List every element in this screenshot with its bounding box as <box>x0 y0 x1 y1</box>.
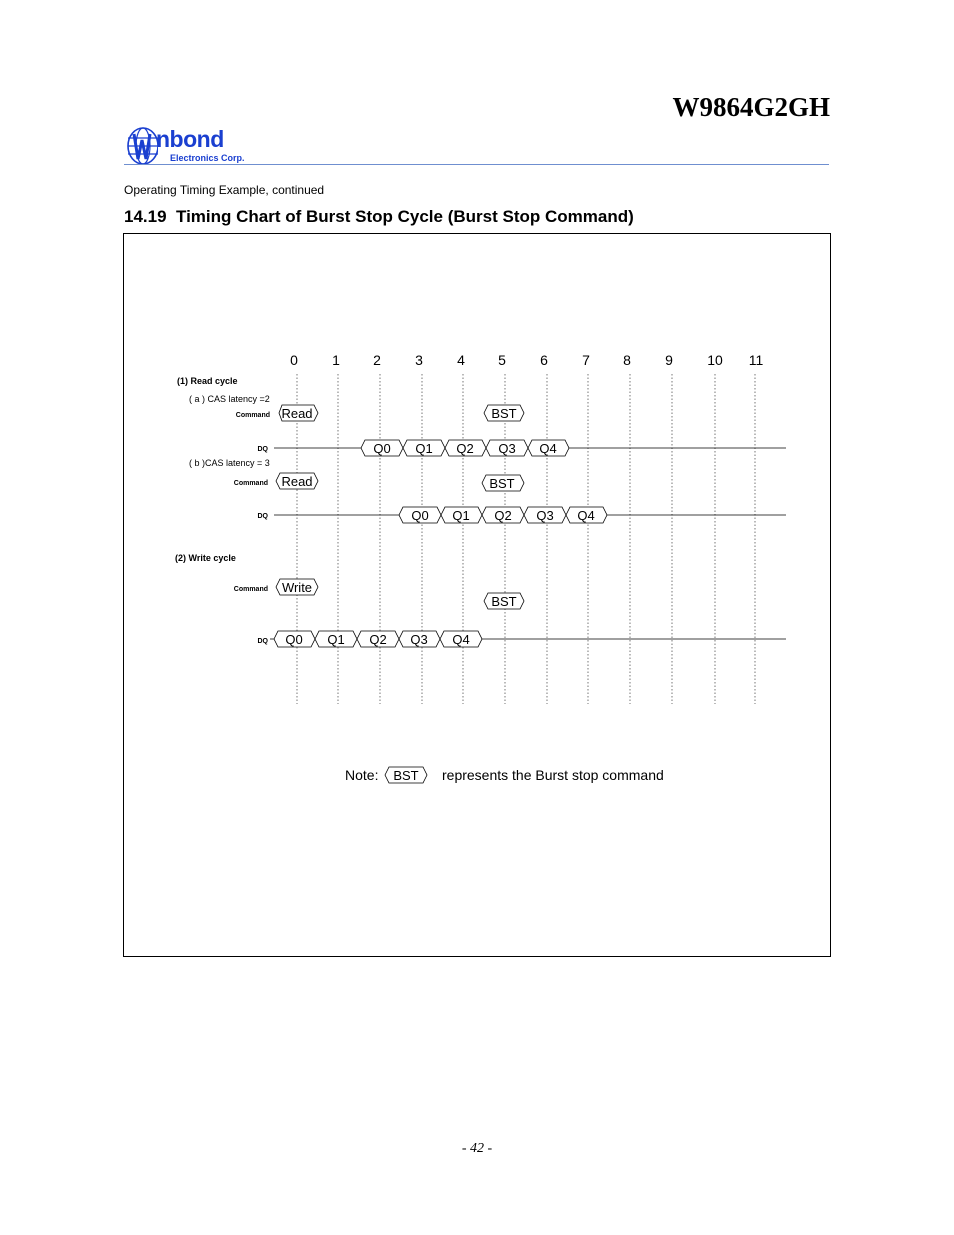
cas-latency-2-label: ( a ) CAS latency =2 <box>189 394 270 404</box>
clock-label: 3 <box>415 352 423 368</box>
dq-cell <box>528 440 569 456</box>
dq-cell <box>274 631 315 647</box>
globe-icon <box>126 126 158 166</box>
command-read-b <box>276 473 318 489</box>
read-command-label: Read <box>281 474 313 489</box>
dq-cell <box>566 507 607 523</box>
document-part-number: W9864G2GH <box>672 92 830 122</box>
dq-cell-label: Q1 <box>415 441 433 456</box>
dq-cell-label: Q0 <box>373 441 391 456</box>
clock-label: 1 <box>332 352 340 368</box>
dq-cell-label: Q3 <box>536 508 554 523</box>
dq-cell-label: Q4 <box>452 632 470 647</box>
dq-cell-label: Q4 <box>577 508 595 523</box>
dq-cell <box>482 507 524 523</box>
note-prefix: Note: <box>345 767 379 783</box>
dq-cell <box>403 440 445 456</box>
dq-waveform-a <box>274 440 786 456</box>
note <box>345 767 664 783</box>
header-rule <box>124 164 829 165</box>
command-row-label: Command <box>233 480 268 487</box>
logo-wordmark: nbond <box>156 126 224 152</box>
page-number: - 42 - <box>461 1141 493 1156</box>
dq-cell <box>399 631 440 647</box>
dq-cell-label: Q3 <box>410 632 428 647</box>
command-bst-write <box>484 593 524 609</box>
timing-diagram <box>124 234 830 956</box>
dq-cell <box>445 440 486 456</box>
clock-label: 4 <box>457 352 465 368</box>
dq-waveform-b <box>274 507 786 523</box>
command-bst-a <box>484 405 524 421</box>
dq-cell <box>399 507 441 523</box>
dq-cell-label: Q0 <box>411 508 429 523</box>
clock-label: 7 <box>582 352 590 368</box>
dq-cell-label: Q3 <box>498 441 516 456</box>
dq-cell <box>357 631 399 647</box>
dq-cell-label: Q1 <box>452 508 470 523</box>
note-text: represents the Burst stop command <box>442 767 664 783</box>
cas-latency-3-label: ( b )CAS latency = 3 <box>189 458 270 468</box>
bst-command-label: BST <box>491 406 517 421</box>
read-command-label: Read <box>281 406 313 421</box>
clock-label: 0 <box>290 352 298 368</box>
bst-command-label: BST <box>491 594 517 609</box>
note-bst-symbol <box>385 767 427 783</box>
command-row-label: Command <box>235 412 270 419</box>
winbond-logo <box>126 126 251 166</box>
command-read-a <box>279 405 318 421</box>
command-write <box>276 579 318 595</box>
dq-cell <box>486 440 528 456</box>
clock-label: 2 <box>373 352 381 368</box>
dq-cell-label: Q4 <box>539 441 557 456</box>
read-cycle-label: (1) Read cycle <box>177 376 238 386</box>
command-row-label: Command <box>233 586 268 593</box>
section-heading <box>124 207 634 227</box>
clock-labels <box>290 352 763 368</box>
dq-cell <box>524 507 566 523</box>
dq-row-label: DQ <box>257 446 268 453</box>
write-command-label: Write <box>281 580 313 595</box>
dq-cell-label: Q2 <box>456 441 474 456</box>
clock-label: 11 <box>748 352 764 368</box>
clock-label: 8 <box>623 352 631 368</box>
clock-label: 10 <box>707 352 723 368</box>
clock-label: 5 <box>498 352 506 368</box>
dq-cell <box>440 631 482 647</box>
dq-cell-label: Q2 <box>369 632 387 647</box>
continuation-caption: Operating Timing Example, continued <box>124 183 325 197</box>
dq-cell <box>361 440 403 456</box>
dq-cell <box>315 631 357 647</box>
section-number: 14.19 <box>124 207 167 226</box>
clock-label: 6 <box>540 352 548 368</box>
dq-cell-label: Q1 <box>327 632 345 647</box>
logo-subtitle: Electronics Corp. <box>170 153 245 163</box>
section-title: Timing Chart of Burst Stop Cycle (Burst Stop Command) <box>176 207 634 226</box>
command-bst-b <box>482 475 524 491</box>
note-bst-label: BST <box>393 768 419 783</box>
dq-cell <box>441 507 482 523</box>
dq-cell-label: Q0 <box>285 632 303 647</box>
write-cycle-label: (2) Write cycle <box>175 553 236 563</box>
clock-gridlines <box>297 374 755 704</box>
dq-row-label: DQ <box>257 513 268 520</box>
clock-label: 9 <box>665 352 673 368</box>
bst-command-label: BST <box>489 476 515 491</box>
timing-chart-frame <box>123 233 831 957</box>
dq-waveform-write <box>270 631 786 647</box>
dq-cell-label: Q2 <box>494 508 512 523</box>
dq-row-label: DQ <box>257 638 268 645</box>
